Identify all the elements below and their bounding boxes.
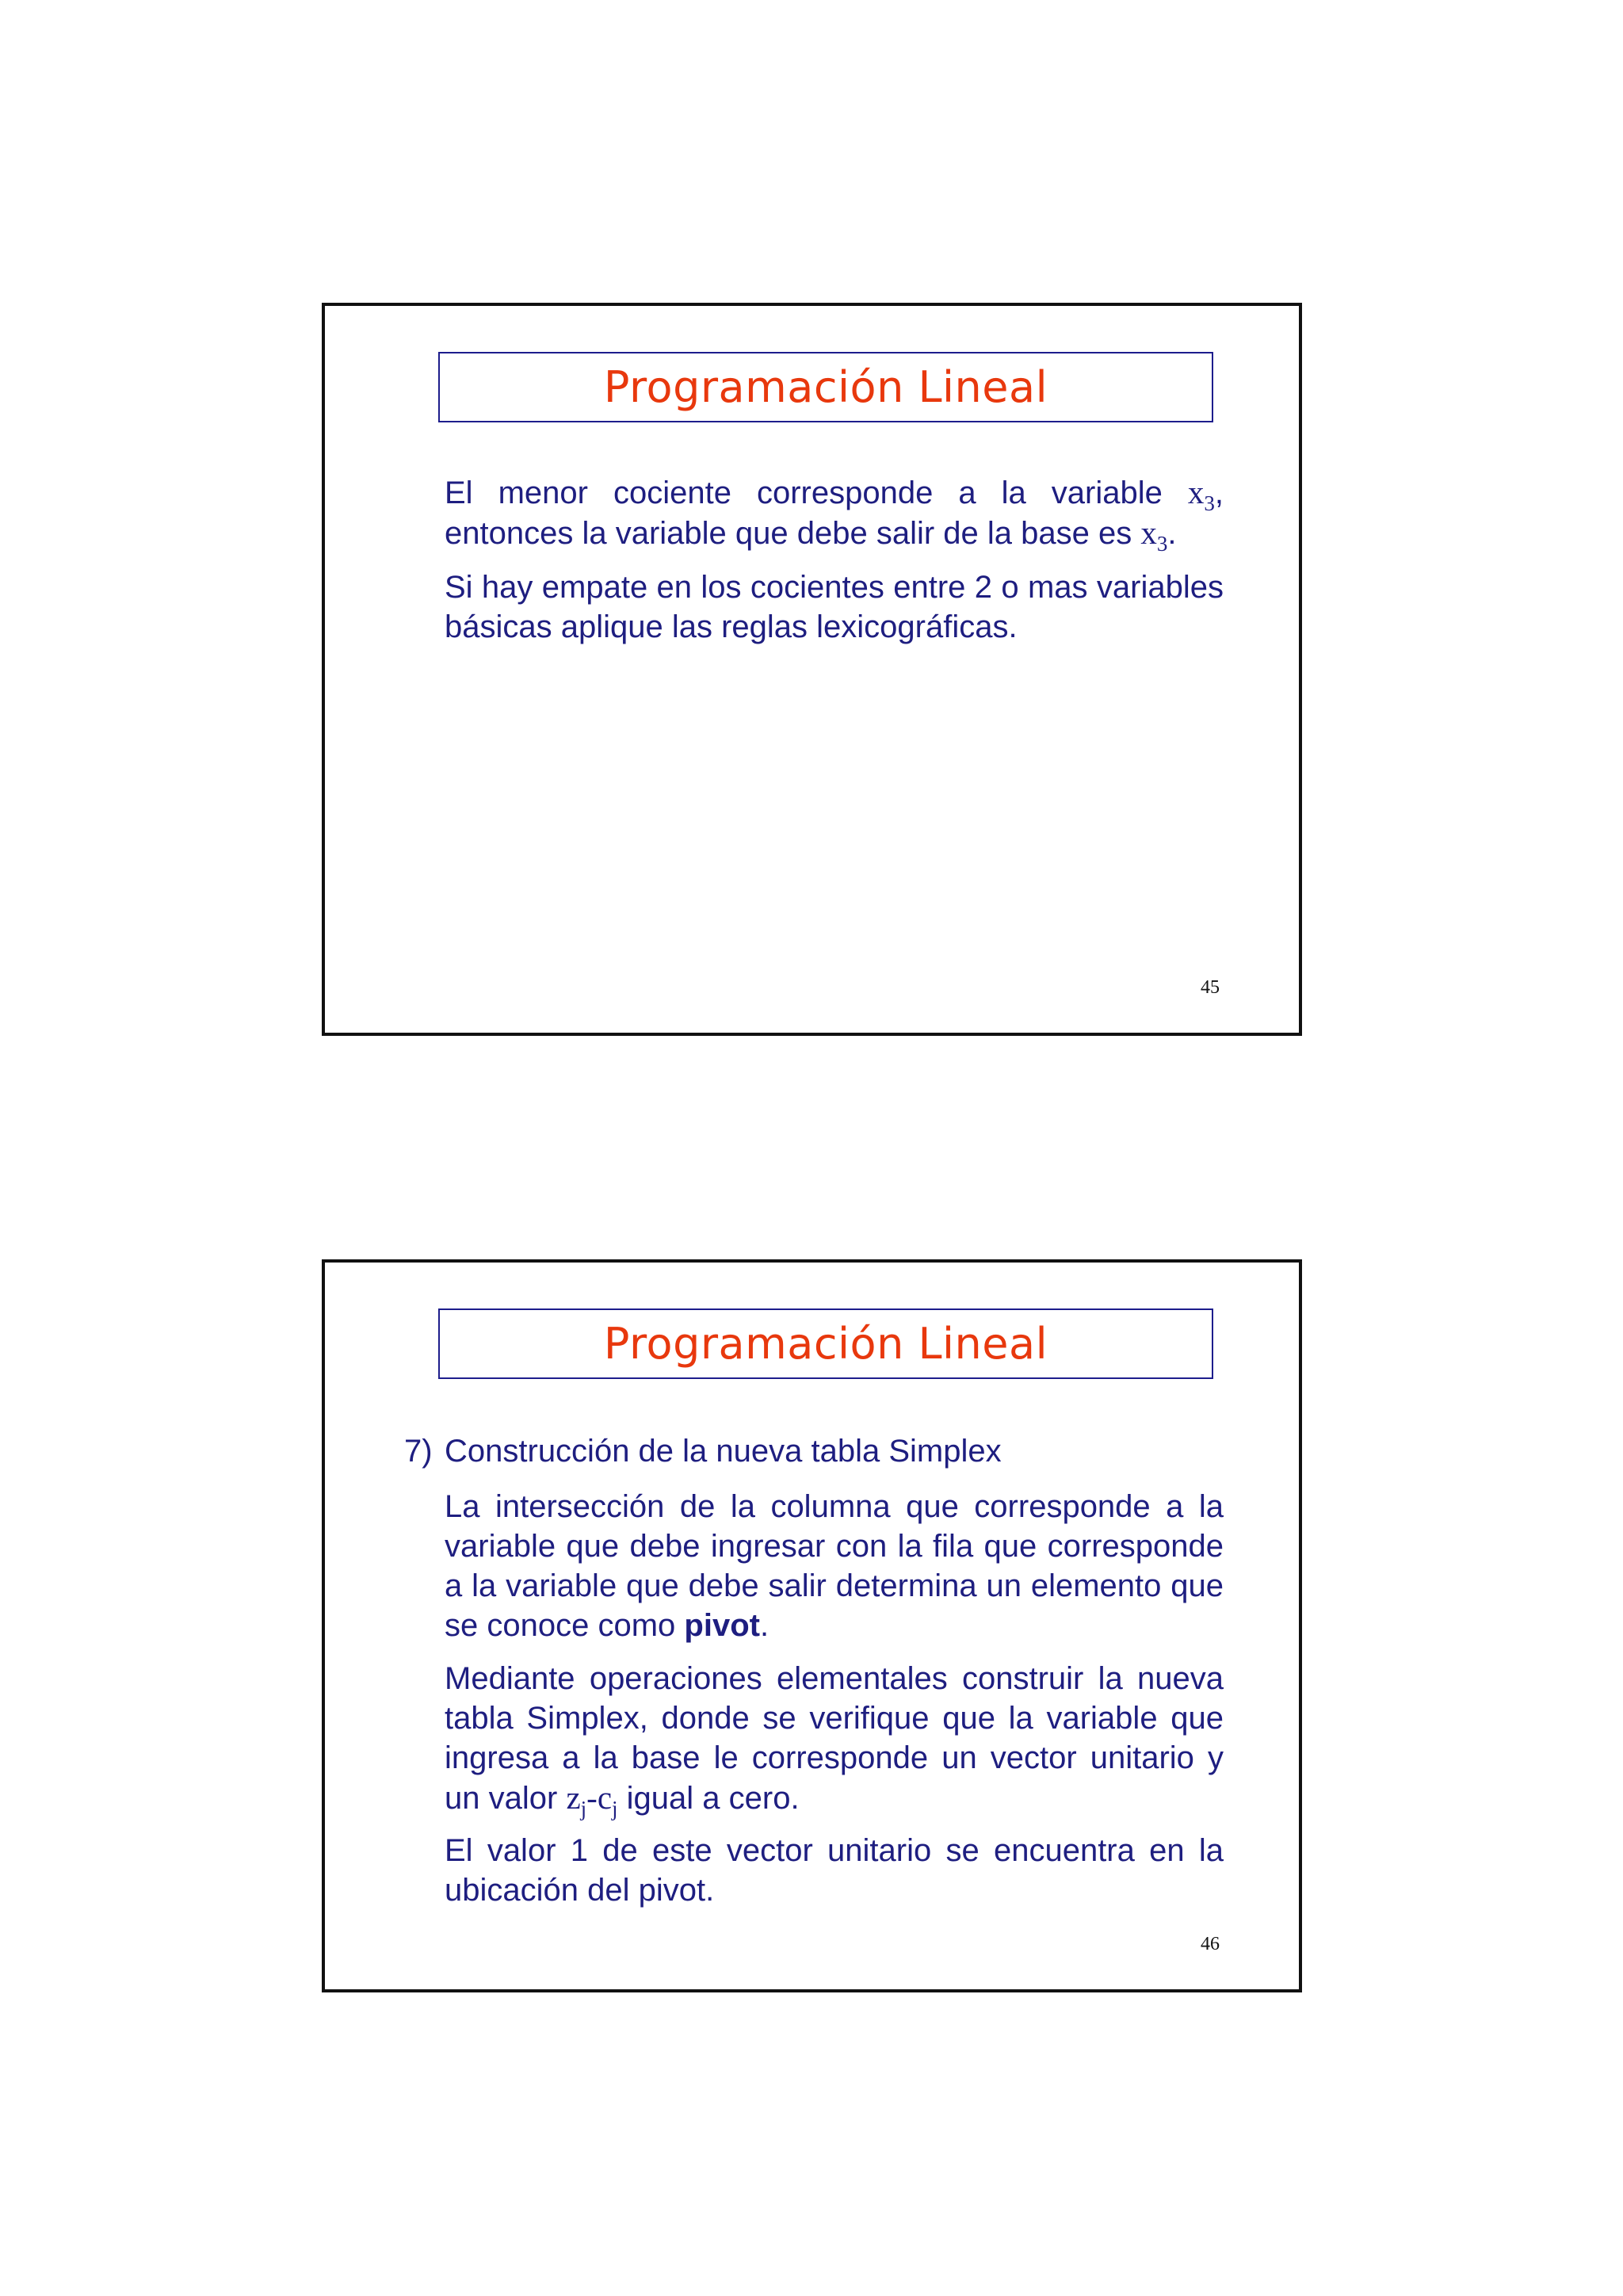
- paragraph-lowest-quotient: [445, 472, 1224, 556]
- variable-letter: x: [1140, 514, 1157, 551]
- text-segment: Mediante operaciones elementales construir la nueva tabla Simplex, donde se verifique que la variable que ingresa a la base le corresponde un vector unitario y un valor: [445, 1661, 1224, 1816]
- expression-zj-cj: [566, 1779, 618, 1820]
- variable-x3: [1140, 514, 1168, 556]
- paragraph-elementary-operations: [445, 1659, 1224, 1818]
- paragraph-unit-vector: El valor 1 de este vector unitario se encuentra en la ubicación del pivot.: [445, 1833, 1224, 1908]
- paragraph-tie-rule: Si hay empate en los cocientes entre 2 o mas variables básicas aplique las reglas lexicográficas.: [445, 570, 1224, 644]
- slide-46: [322, 1259, 1302, 1992]
- text-segment: .: [1167, 516, 1177, 551]
- variable-letter: c: [597, 1779, 613, 1816]
- slide-title-box: [438, 352, 1213, 422]
- minus-sign: -: [586, 1779, 598, 1816]
- item-heading: Construcción de la nueva tabla Simplex: [445, 1434, 1002, 1469]
- variable-letter: x: [1187, 474, 1205, 510]
- text-segment: , entonces la variable que debe salir de la base es: [445, 476, 1224, 551]
- text-segment: .: [759, 1608, 769, 1643]
- paragraph-pivot-definition: [445, 1487, 1224, 1645]
- slide-title: Programación Lineal: [603, 1319, 1048, 1369]
- page-number: 46: [1201, 1934, 1220, 1954]
- item-number: 7): [404, 1434, 433, 1469]
- variable-letter: z: [566, 1779, 581, 1816]
- text-segment: igual a cero.: [626, 1781, 800, 1816]
- text-segment: El menor cociente corresponde a la variable: [445, 476, 1163, 510]
- text-segment: La intersección de la columna que corresponde a la variable que debe ingresar con la fila que corresponde a la variable que debe salir determina un elemento que se conoce como: [445, 1489, 1224, 1643]
- page-number: 45: [1201, 977, 1220, 998]
- variable-subscript: j: [580, 1797, 587, 1820]
- pivot-term: pivot: [684, 1608, 760, 1643]
- variable-subscript: 3: [1204, 491, 1215, 515]
- variable-subscript: 3: [1156, 532, 1168, 556]
- variable-x3: [1187, 474, 1215, 515]
- slide-title: Programación Lineal: [603, 362, 1048, 412]
- slide-title-box: [438, 1308, 1213, 1379]
- slide-45: [322, 303, 1302, 1036]
- variable-subscript: j: [612, 1797, 618, 1820]
